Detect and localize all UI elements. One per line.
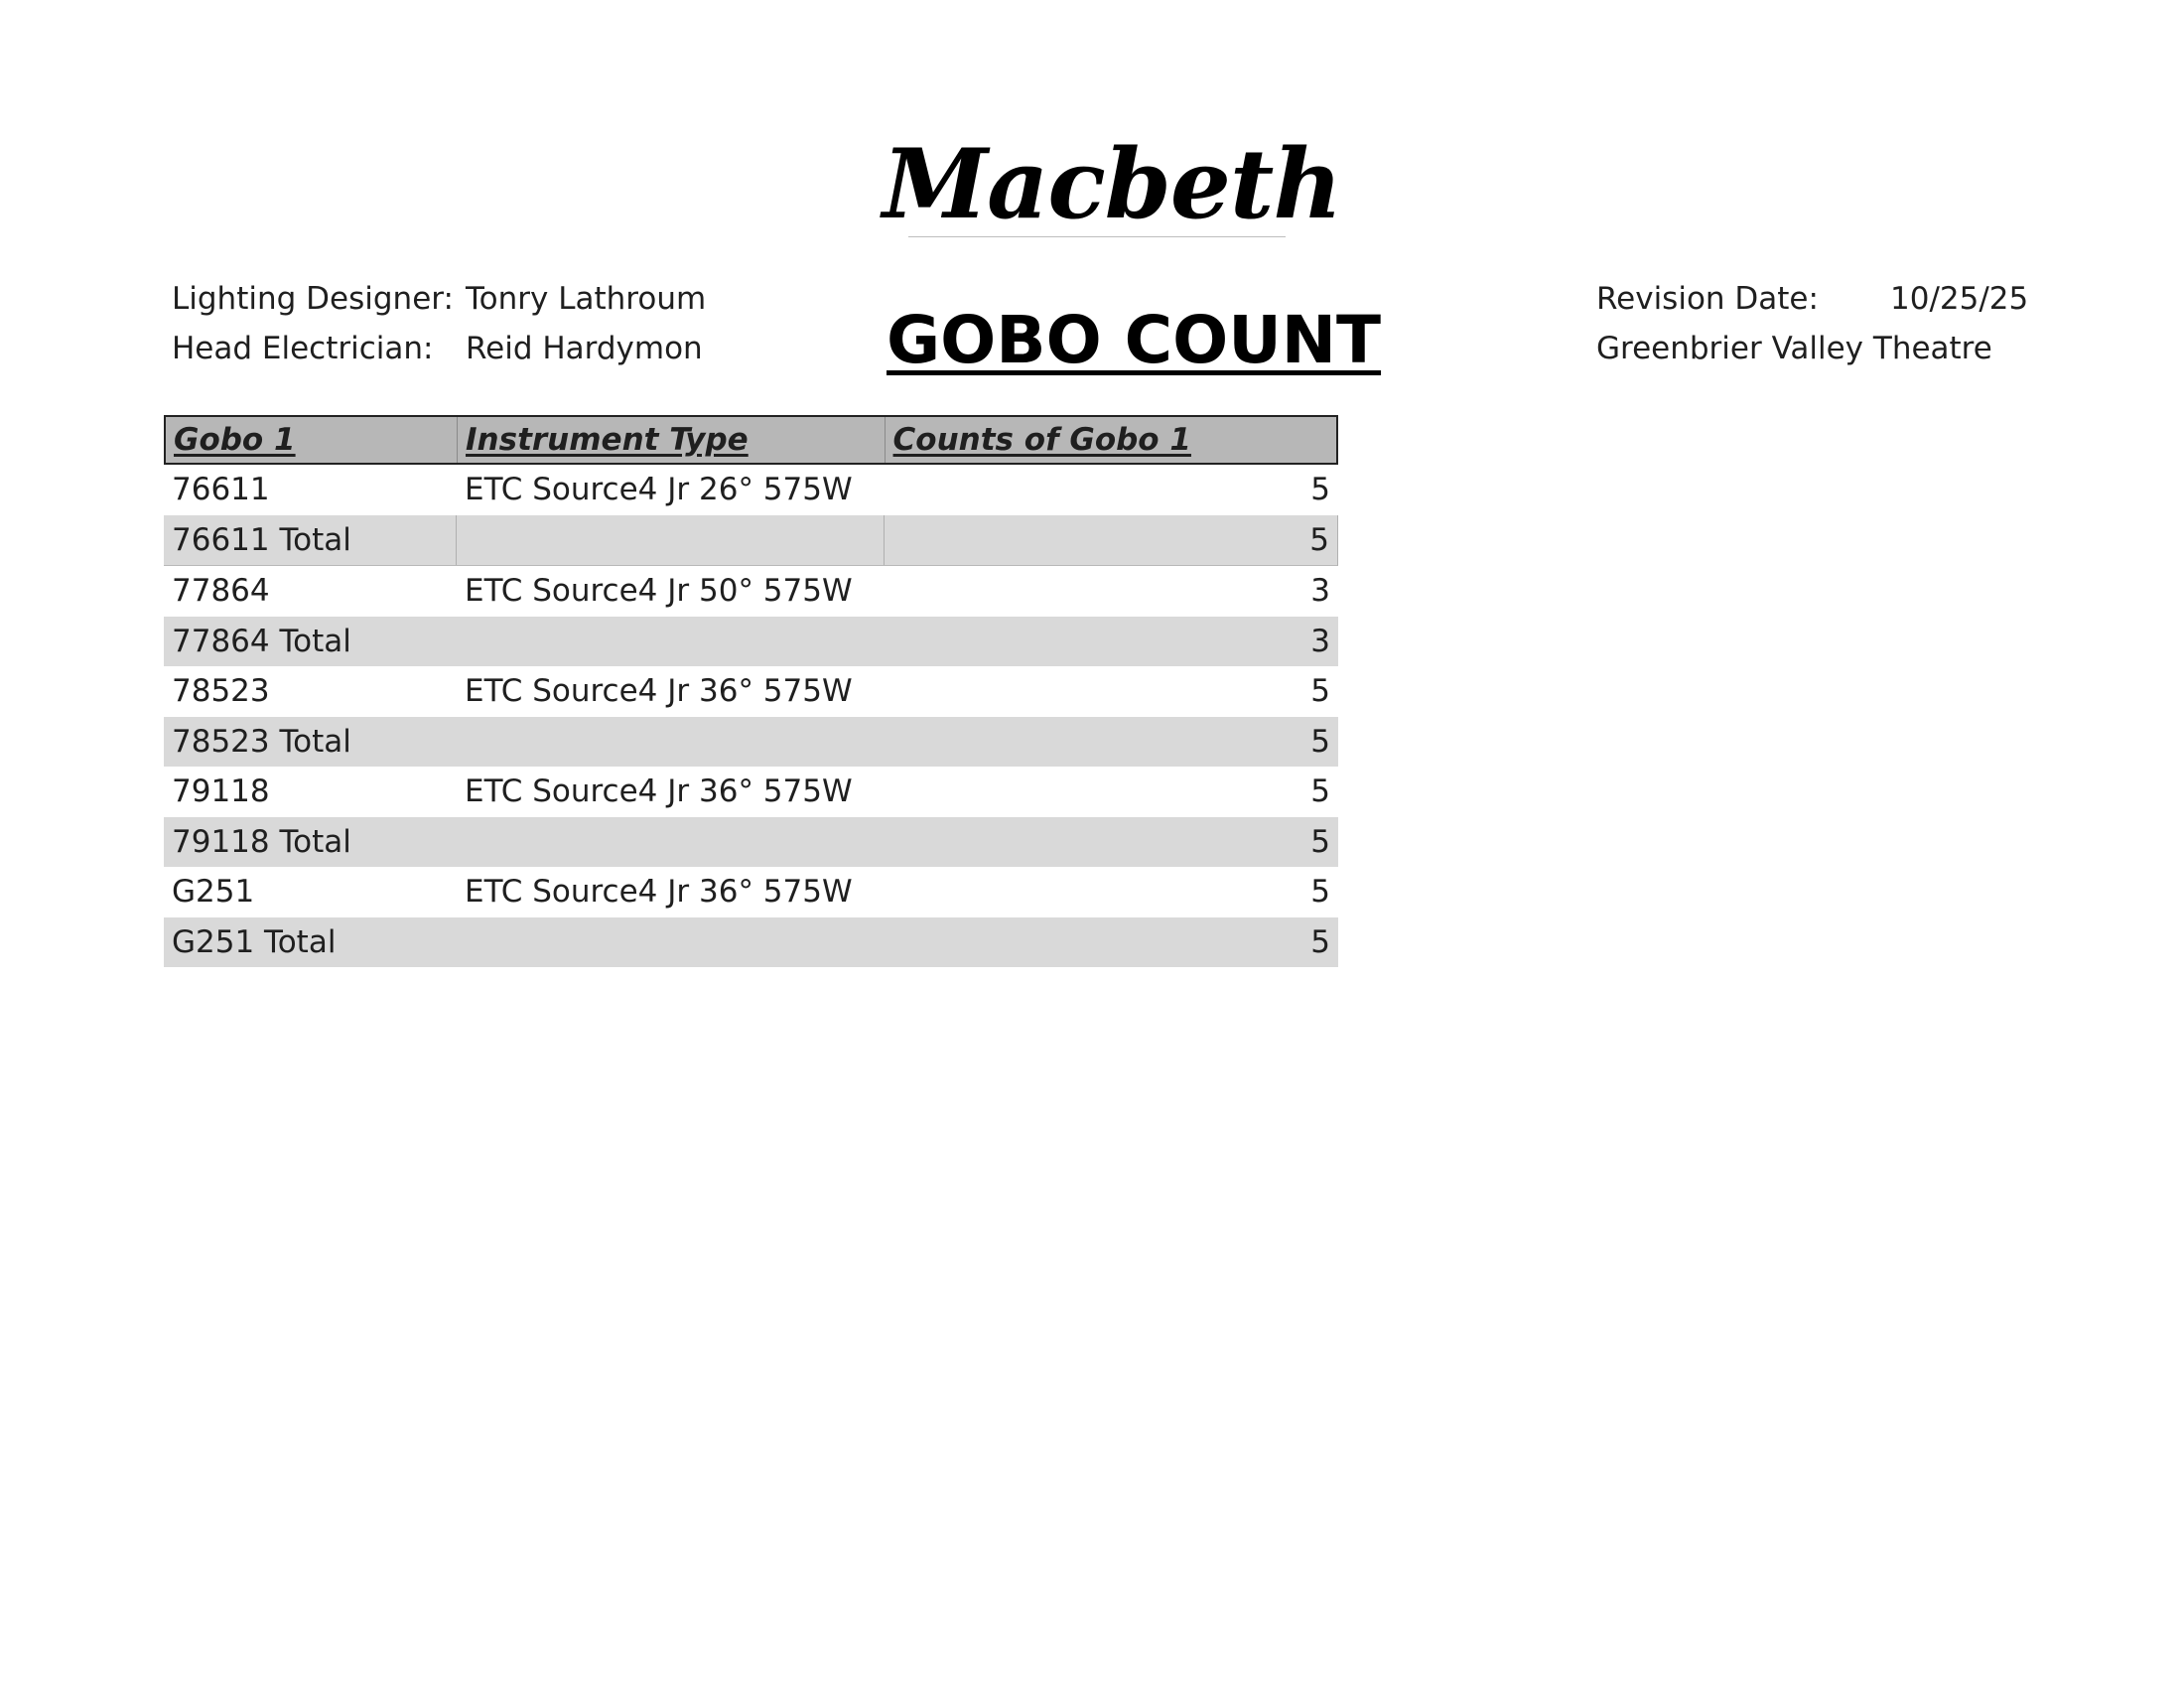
show-title: Macbeth	[882, 128, 1342, 240]
table-row	[164, 465, 1338, 515]
total-row	[164, 917, 1338, 968]
gobo-total-cell: 79118 Total	[172, 823, 351, 860]
header-cell-count: Counts of Gobo 1	[892, 422, 1191, 458]
head-electrician-label: Head Electrician:	[172, 331, 434, 366]
total-row	[164, 817, 1338, 868]
revision-date-label: Revision Date:	[1596, 281, 1819, 317]
document-title: GOBO COUNT	[887, 302, 1382, 378]
instrument-cell: ETC Source4 Jr 36° 575W	[465, 874, 853, 911]
instrument-cell: ETC Source4 Jr 50° 575W	[465, 573, 853, 610]
instrument-cell: ETC Source4 Jr 36° 575W	[465, 673, 853, 710]
header-cell-gobo: Gobo 1	[166, 417, 458, 463]
instrument-cell: ETC Source4 Jr 36° 575W	[465, 774, 853, 810]
venue-name: Greenbrier Valley Theatre	[1596, 331, 1992, 366]
instrument-cell	[457, 515, 886, 566]
instrument-cell	[457, 917, 886, 968]
count-cell: 5	[1310, 673, 1330, 710]
instrument-cell: ETC Source4 Jr 26° 575W	[465, 472, 853, 508]
header-cell-instrument-type: Instrument Type	[458, 417, 886, 463]
lighting-designer-label: Lighting Designer:	[172, 281, 454, 317]
gobo-cell: G251	[172, 874, 255, 911]
gobo-total-cell: 78523 Total	[172, 723, 351, 760]
gobo-cell: 78523	[172, 673, 270, 710]
instrument-cell	[457, 817, 886, 868]
count-total-cell: 5	[1310, 923, 1330, 960]
gobo-total-cell: G251 Total	[172, 923, 337, 960]
lighting-designer-name: Tonry Lathroum	[466, 281, 707, 317]
count-cell: 5	[1310, 472, 1330, 508]
gobo-cell: 79118	[172, 774, 270, 810]
table-row	[164, 666, 1338, 717]
table-row	[164, 767, 1338, 817]
count-cell: 3	[1310, 573, 1330, 610]
title-underline	[908, 236, 1286, 237]
gobo-cell: 76611	[172, 472, 270, 508]
total-row	[164, 617, 1338, 667]
count-total-cell: 5	[1310, 723, 1330, 760]
total-row	[164, 515, 1338, 567]
gobo-count-table	[164, 415, 1338, 967]
count-total-cell: 3	[1310, 623, 1330, 659]
gobo-total-cell: 76611 Total	[164, 515, 457, 566]
gobo-cell: 77864	[172, 573, 270, 610]
count-total-cell: 5	[1309, 521, 1329, 558]
table-row	[164, 867, 1338, 917]
table-header-row	[164, 415, 1338, 465]
count-cell: 5	[1310, 774, 1330, 810]
instrument-cell	[457, 617, 886, 667]
total-row	[164, 717, 1338, 768]
revision-date-value: 10/25/25	[1890, 281, 2029, 317]
count-total-cell: 5	[1310, 823, 1330, 860]
head-electrician-name: Reid Hardymon	[466, 331, 703, 366]
count-cell: 5	[1310, 874, 1330, 911]
table-row	[164, 566, 1338, 617]
instrument-cell	[457, 717, 886, 768]
gobo-total-cell: 77864 Total	[172, 623, 351, 659]
